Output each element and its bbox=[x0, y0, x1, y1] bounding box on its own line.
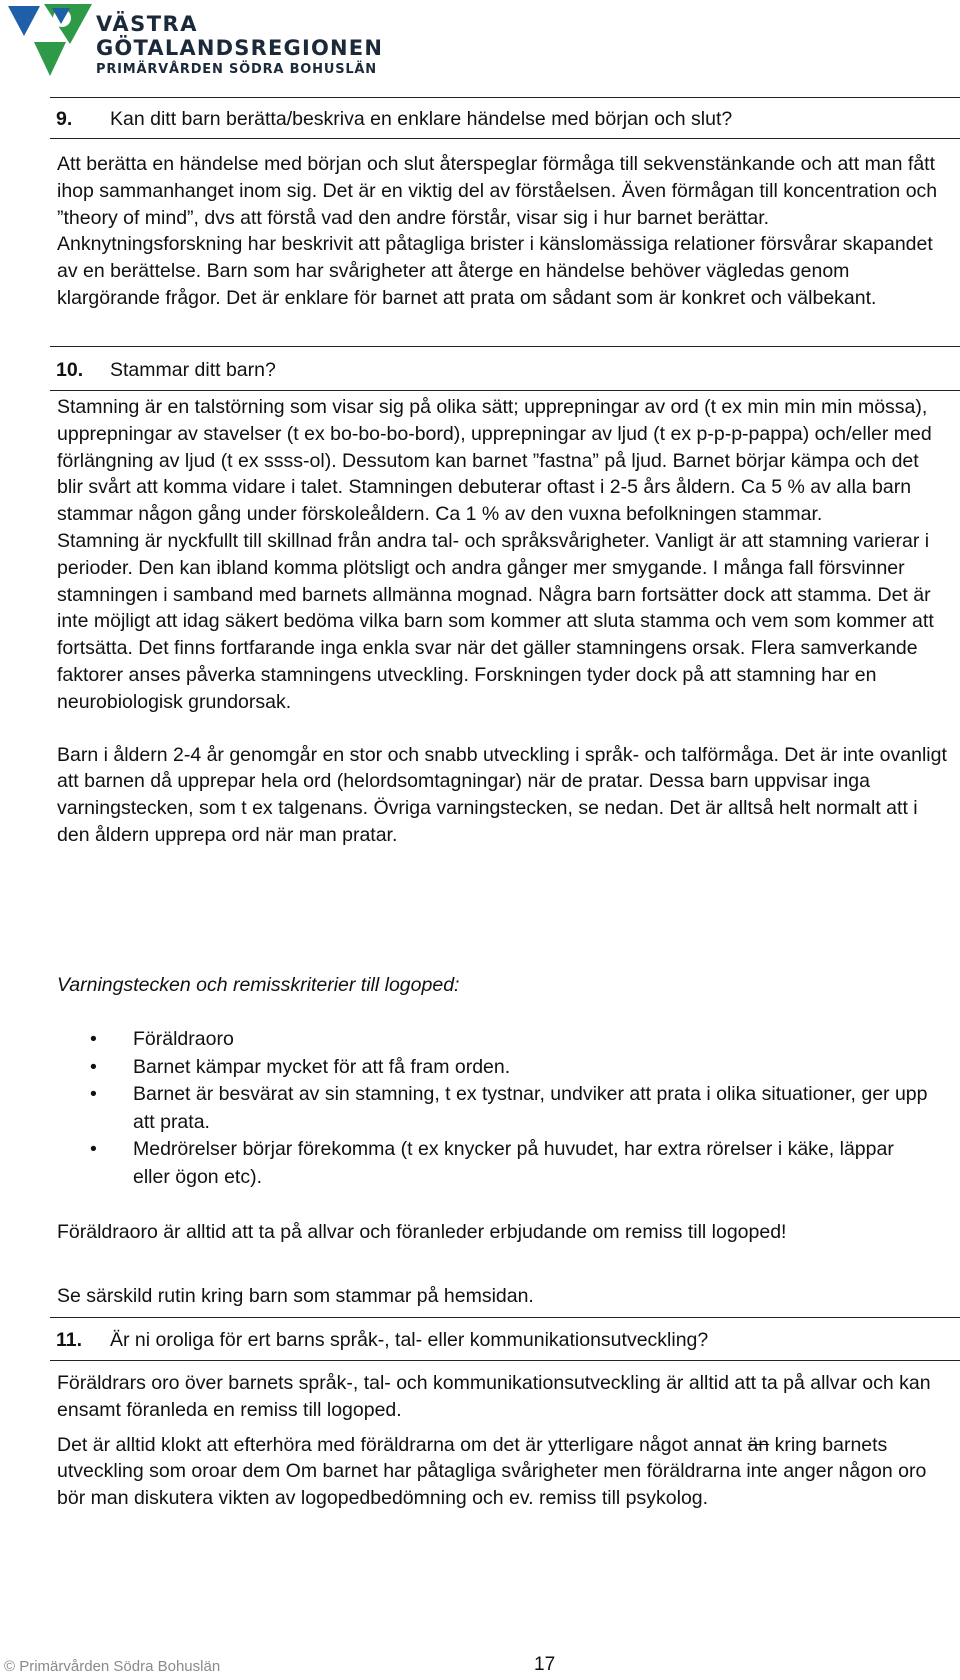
paragraph: Att berätta en händelse med början och slut återspeglar förmåga till sekvenstänkande och att man fått ihop sammanhanget inom sig. Det är en viktig del av förståelsen. Även förmågan till koncentration och ”theory of mind”, dvs att förstå vad den andre förstår, visar sig i hur barnet berättar. Anknytningsforskning har beskrivit att påtagliga brister i känslomässiga relationer försvårar skapandet av en berättelse. Barn som har svårigheter att återge en händelse behöver vägledas genom klargörande frågor. Det är enklare för barnet att prata om sådant som är konkret och välbekant. bbox=[57, 153, 938, 309]
section-number: 10. bbox=[56, 359, 84, 381]
note-routine: Se särskild rutin kring barn som stammar på hemsidan. bbox=[57, 1285, 534, 1307]
section-divider bbox=[50, 97, 960, 98]
page-number: 17 bbox=[534, 1654, 556, 1675]
logo-text bbox=[96, 12, 383, 78]
struck-text: än bbox=[747, 1433, 770, 1456]
text-segment: Det är alltid klokt att efterhöra med föräldrarna om det är ytterligare något annat bbox=[57, 1433, 748, 1456]
list-item: • Medrörelser börjar förekomma (t ex knycker på huvudet, har extra rörelser i käke, läppar eller ögon etc). bbox=[90, 1136, 930, 1191]
section-9-heading bbox=[56, 106, 732, 132]
paragraph: Stamning är nyckfullt till skillnad från andra tal- och språksvårigheter. Vanligt är att stamning varierar i perioder. Den kan ibland komma plötsligt och andra gånger mer smygande. I många fall försvinner stamningen i samband med barnets allmänna mognad. Några barn fortsätter dock att stamma. Det är inte möjligt att idag säkert bedöma vilka barn som kommer att sluta stamma och vem som kommer att fortsätta. Det finns fortfarande inga enkla svar när det gäller stamningens orsak. Flera samverkande faktorer anses påverka stamningens utveckling. Forskningen tyder dock på att stamning har en neurobiologisk grundorsak. bbox=[57, 529, 934, 713]
section-title: Stammar ditt barn? bbox=[110, 359, 276, 381]
section-divider bbox=[50, 1317, 960, 1318]
section-title: Kan ditt barn berätta/beskriva en enklare händelse med början och slut? bbox=[110, 108, 733, 130]
note-parental-concern: Föräldraoro är alltid att ta på allvar och föranleder erbjudande om remiss till logoped! bbox=[57, 1221, 787, 1243]
section-11-body bbox=[57, 1370, 947, 1512]
section-divider bbox=[50, 346, 960, 347]
section-number: 11. bbox=[56, 1329, 83, 1351]
warning-list bbox=[90, 1026, 930, 1191]
list-item: • Föräldraoro bbox=[90, 1026, 930, 1054]
section-10-heading bbox=[56, 357, 276, 383]
section-10-body bbox=[57, 394, 947, 849]
list-item: • Barnet kämpar mycket för att få fram orden. bbox=[90, 1054, 930, 1082]
section-number: 9. bbox=[56, 108, 73, 130]
region-logo bbox=[4, 2, 384, 84]
org-line-1: VÄSTRA bbox=[96, 12, 198, 36]
logo-mark-icon bbox=[4, 2, 94, 82]
section-divider bbox=[50, 138, 960, 139]
section-divider bbox=[50, 1360, 960, 1361]
paragraph: Barn i åldern 2-4 år genomgår en stor och snabb utveckling i språk- och talförmåga. Det är inte ovanligt att barnen då upprepar hela ord (helordsomtagningar) när de pratar. Dessa barn uppvisar inga varningstecken, som t ex talgenans. Övriga varningstecken, se nedan. Det är alltså helt normalt att i den åldern upprepa ord när man pratar. bbox=[57, 743, 947, 846]
footer-copyright: © Primärvården Södra Bohuslän bbox=[4, 1658, 221, 1675]
paragraph bbox=[57, 1432, 947, 1512]
org-line-2: GÖTALANDSREGIONEN bbox=[96, 36, 384, 60]
section-11-heading bbox=[56, 1327, 708, 1353]
list-item: • Barnet är besvärat av sin stamning, t ex tystnar, undviker att prata i olika situationer, ger upp att prata. bbox=[90, 1081, 930, 1136]
section-divider bbox=[50, 390, 960, 391]
warning-heading: Varningstecken och remisskriterier till logoped: bbox=[57, 974, 460, 996]
paragraph: Föräldrars oro över barnets språk-, tal- och kommunikationsutveckling är alltid att ta på allvar och kan ensamt föranleda en remiss till logoped. bbox=[57, 1372, 931, 1421]
section-title: Är ni oroliga för ert barns språk-, tal- eller kommunikationsutveckling? bbox=[110, 1329, 709, 1351]
page-footer bbox=[4, 1654, 960, 1680]
org-line-3: PRIMÄRVÅRDEN SÖDRA BOHUSLÄN bbox=[96, 62, 377, 77]
text-segment: kring barnets utveckling som oroar dem Om barnet har påtagliga svårigheter men föräldrarna inte anger någon oro bör man diskutera vikten av logopedbedömning och ev. remiss till psykolog. bbox=[57, 1433, 927, 1510]
section-9-body bbox=[57, 151, 947, 312]
paragraph: Stamning är en talstörning som visar sig på olika sätt; upprepningar av ord (t ex min min min mössa), upprepningar av stavelser (t ex bo-bo-bo-bord), upprepningar av ljud (t ex p-p-p-pappa) och/eller med förlängning av ljud (t ex ssss-ol). Dessutom kan barnet ”fastna” på ljud. Barnet börjar kämpa och det blir svårt att komma vidare i talet. Stamningen debuterar oftast i 2-5 års åldern. Ca 5 % av alla barn stammar någon gång under förskoleåldern. Ca 1 % av den vuxna befolkningen stammar. bbox=[57, 396, 932, 526]
